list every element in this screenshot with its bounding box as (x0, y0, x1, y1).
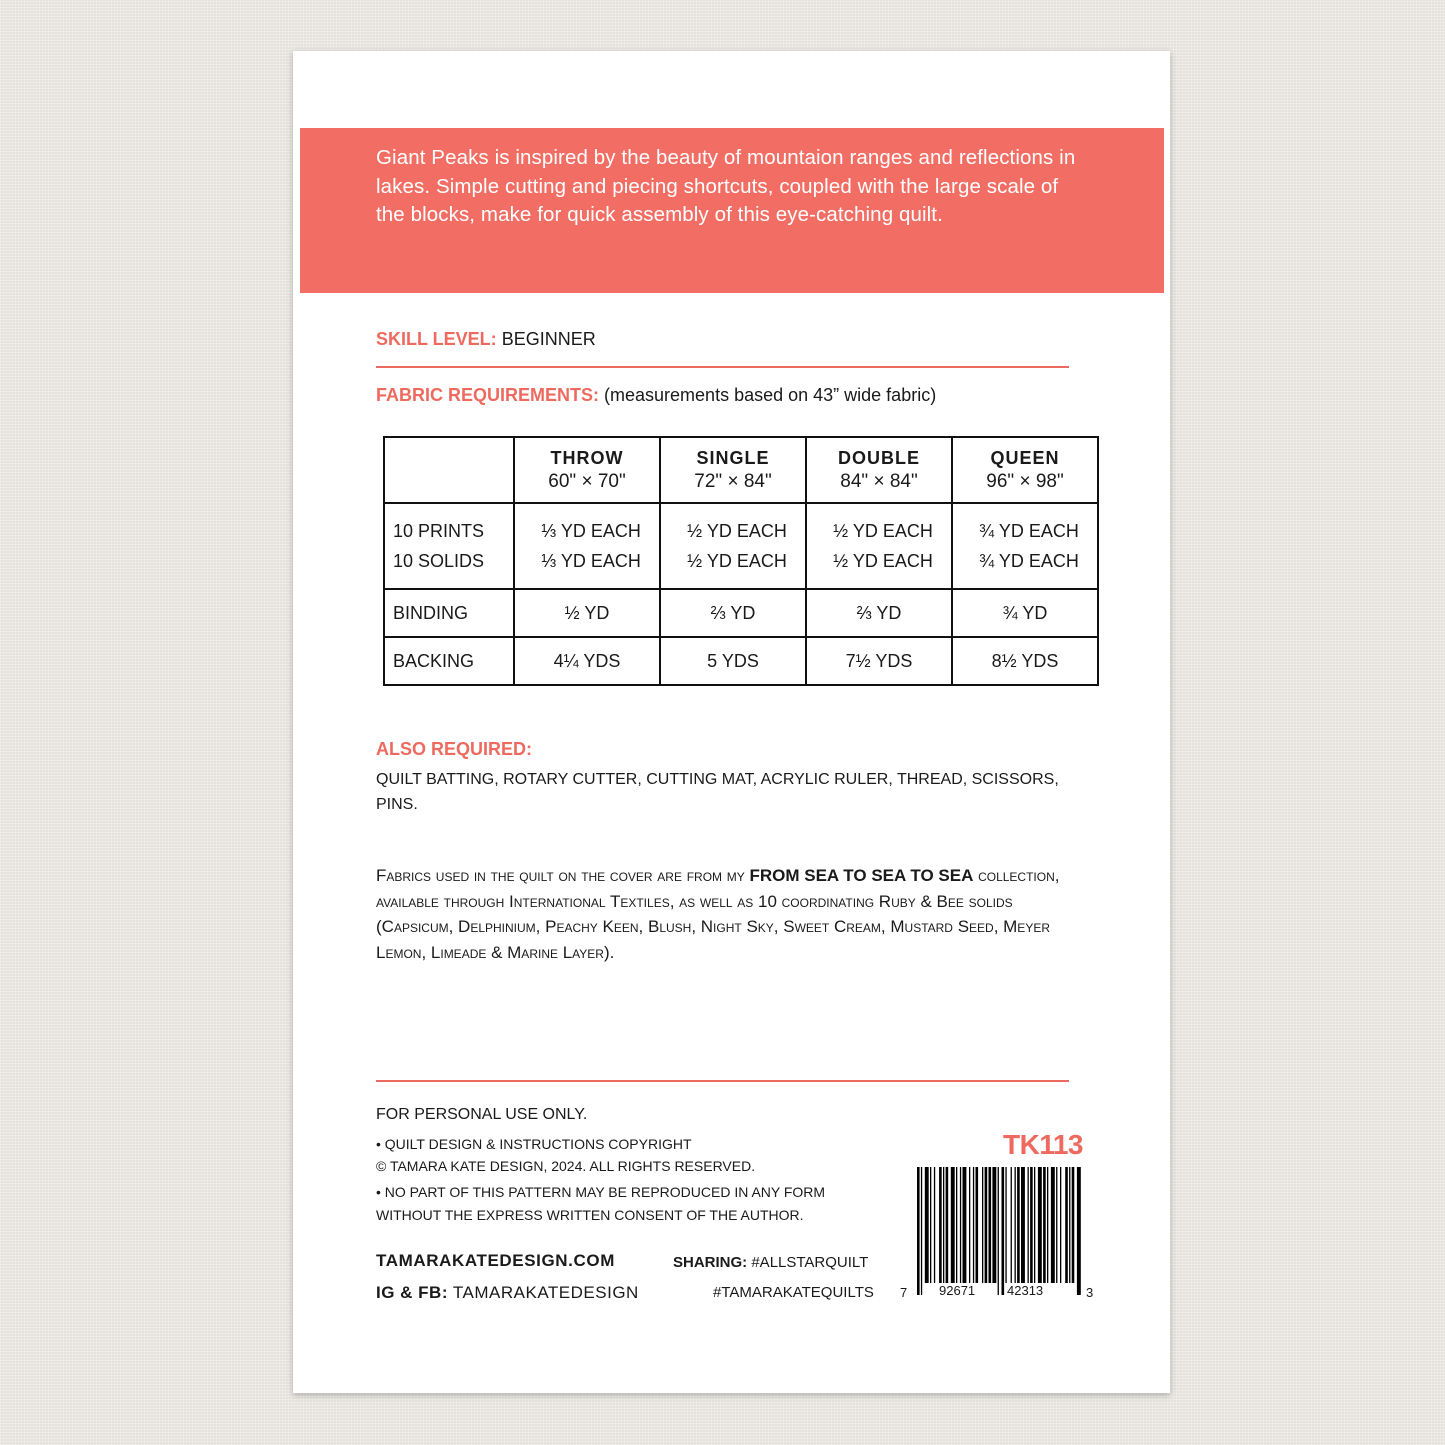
table-cell: ½ YD EACH ½ YD EACH (806, 503, 952, 589)
divider (376, 366, 1069, 368)
table-cell: ½ YD (514, 589, 660, 637)
table-cell: ⅓ YD EACH ⅓ YD EACH (514, 503, 660, 589)
table-cell: 8½ YDS (952, 637, 1098, 685)
fabrics-used-paragraph: Fabrics used in the quilt on the cover are from my FROM SEA TO SEA TO SEA collection, available through International Textiles, as well as 10 coordinating Ruby & Bee solids (Capsicum, Delphinium, Peachy Keen, Blush, Night Sky, Sweet Cream, Mustard Seed, Meyer Lemon, Limeade & Marine Layer). (376, 866, 1060, 962)
copyright-line: WITHOUT THE EXPRESS WRITTEN CONSENT OF THE AUTHOR. (376, 1207, 804, 1223)
skill-level (376, 329, 596, 350)
divider (376, 1080, 1069, 1082)
row-label: 10 PRINTS 10 SOLIDS (384, 503, 514, 589)
barcode-digit: 92671 (939, 1283, 976, 1298)
header-queen: QUEEN 96" × 98" (952, 437, 1098, 503)
table-header-row (384, 437, 1098, 503)
intro-banner (300, 128, 1164, 293)
table-row (384, 637, 1098, 685)
fabric-label: FABRIC REQUIREMENTS: (376, 385, 600, 405)
website-link[interactable]: TAMARAKATEDESIGN.COM (376, 1251, 615, 1270)
table-corner-cell (384, 437, 514, 503)
barcode-digit: 7 (900, 1285, 908, 1300)
header-throw: THROW 60" × 70" (514, 437, 660, 503)
personal-use-note: FOR PERSONAL USE ONLY. (376, 1106, 588, 1123)
table-cell: ¾ YD (952, 589, 1098, 637)
table-cell: ½ YD EACH ½ YD EACH (660, 503, 806, 589)
skill-label: SKILL LEVEL: (376, 329, 497, 349)
table-cell: 4¼ YDS (514, 637, 660, 685)
social-handle: IG & FB: TAMARAKATEDESIGN (376, 1283, 639, 1302)
row-label: BACKING (384, 637, 514, 685)
header-single: SINGLE 72" × 84" (660, 437, 806, 503)
sharing-tag: SHARING: #ALLSTARQUILT (673, 1254, 869, 1271)
table-cell: 5 YDS (660, 637, 806, 685)
table-cell: ¾ YD EACH ¾ YD EACH (952, 503, 1098, 589)
skill-value: BEGINNER (501, 329, 596, 349)
table-cell: ⅔ YD (660, 589, 806, 637)
barcode-icon (913, 1167, 1085, 1295)
table-row (384, 503, 1098, 589)
table-cell: 7½ YDS (806, 637, 952, 685)
also-required-label: ALSO REQUIRED: (376, 739, 533, 759)
sharing-tag: #TAMARAKATEQUILTS (713, 1284, 874, 1301)
pattern-back-page (293, 51, 1170, 1393)
fabric-note: (measurements based on 43” wide fabric) (604, 385, 937, 405)
copyright-line: © TAMARA KATE DESIGN, 2024. ALL RIGHTS RESERVED. (376, 1158, 756, 1174)
row-label: BINDING (384, 589, 514, 637)
collection-name: FROM SEA TO SEA TO SEA (749, 866, 974, 885)
table-row (384, 589, 1098, 637)
copyright-line: • QUILT DESIGN & INSTRUCTIONS COPYRIGHT (376, 1136, 692, 1152)
pattern-code: TK113 (1003, 1129, 1083, 1160)
barcode-digit: 3 (1086, 1285, 1094, 1300)
intro-text: Giant Peaks is inspired by the beauty of mountaion ranges and reflections in lakes. Simple cutting and piecing shortcuts, coupled with the large scale of the blocks, make for quick assembly of this eye-catching quilt. (376, 146, 1076, 226)
copyright-line: • NO PART OF THIS PATTERN MAY BE REPRODUCED IN ANY FORM (376, 1184, 826, 1200)
table-cell: ⅔ YD (806, 589, 952, 637)
barcode-digit: 42313 (1007, 1283, 1044, 1298)
also-required-text: QUILT BATTING, ROTARY CUTTER, CUTTING MAT, ACRYLIC RULER, THREAD, SCISSORS, PINS. (376, 771, 1059, 813)
header-double: DOUBLE 84" × 84" (806, 437, 952, 503)
fabric-requirements (376, 385, 936, 406)
fabric-table (383, 436, 1099, 686)
